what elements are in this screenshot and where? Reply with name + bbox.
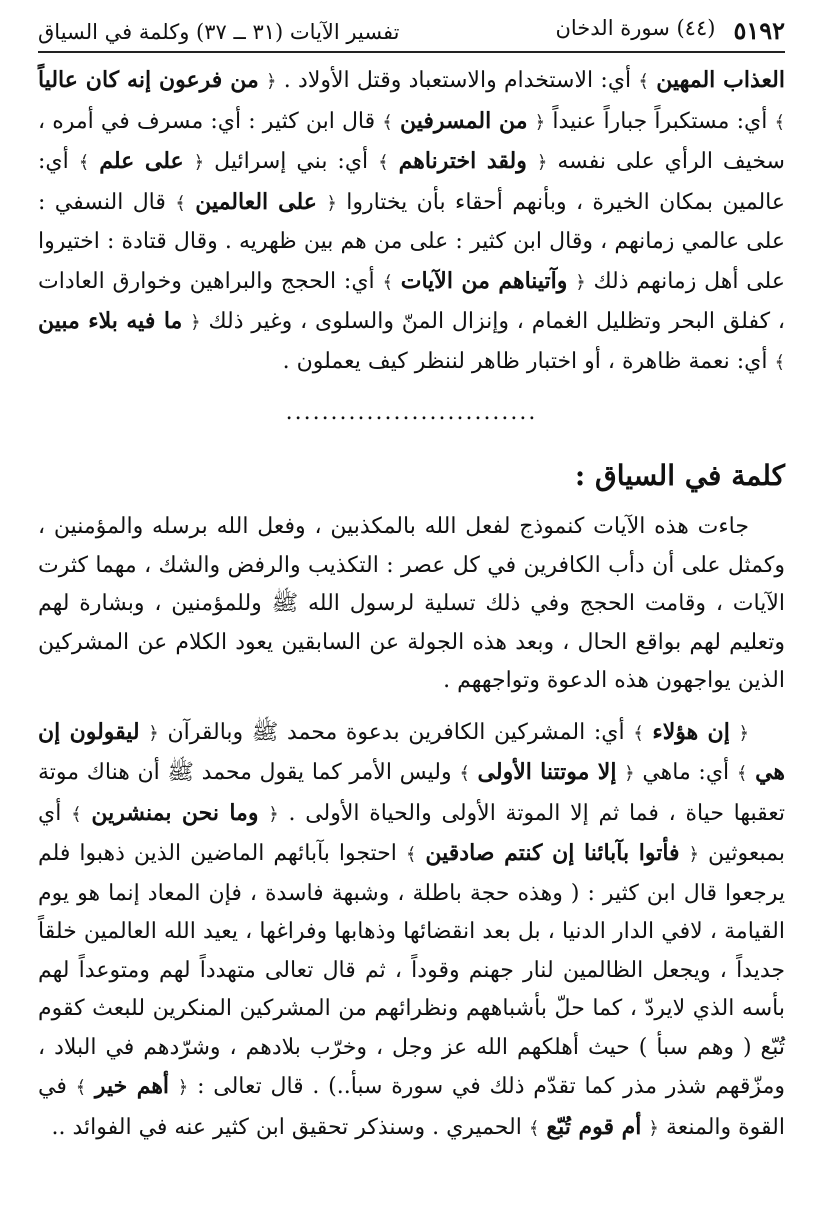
commentary-text: أي: الاستخدام والاستعباد وقتل الأولاد . bbox=[283, 68, 632, 93]
ornament-open: ﴿ bbox=[177, 1077, 189, 1098]
ornament-open: ﴿ bbox=[326, 192, 337, 214]
page-header bbox=[38, 12, 785, 53]
commentary-text: في القوة والمنعة bbox=[38, 1074, 785, 1140]
ornament-close: ﴾ bbox=[378, 152, 389, 173]
quran-phrase: على علم bbox=[99, 148, 184, 174]
quran-phrase: إن هؤلاء bbox=[652, 718, 730, 745]
commentary-text: وليس الأمر كما يقول محمد ﷺ أن هناك موتة تعقبها حياة ، فما ثم إلا الموتة الأولى والحياة الأولى . bbox=[38, 760, 785, 826]
ornament-open: ﴿ bbox=[575, 271, 586, 293]
ornament-close: ﴾ bbox=[405, 844, 417, 865]
commentary-text: أي: الحجج والبراهين وخوارق العادات ، كفلق البحر وتظليل الغمام ، وإنزال المنّ والسلوى ، وغير ذلك bbox=[38, 268, 785, 334]
ornament-close: ﴾ bbox=[638, 71, 649, 92]
quran-phrase: من فرعون إنه كان عالياً bbox=[38, 67, 259, 93]
commentary-text: قال النسفي : على عالمي زمانهم ، وقال ابن كثير : على من هم بين ظهريه . وقال قتادة : اختيروا على أهل زمانهم ذلك bbox=[38, 189, 785, 294]
ornament-close: ﴾ bbox=[71, 803, 82, 825]
commentary-text: أي بمبعوثين bbox=[38, 800, 786, 866]
commentary-text: قال ابن كثير : أي: مسرف في أمره ، سخيف الرأي على نفسه bbox=[38, 108, 785, 174]
ornament-open: ﴿ bbox=[148, 722, 159, 744]
quran-phrase: ليقولون إن هي bbox=[38, 718, 786, 785]
commentary-text: الحميري . وسنذكر تحقيق ابن كثير عنه في الفوائد .. bbox=[51, 1114, 522, 1140]
ornament-close: ﴾ bbox=[175, 192, 186, 214]
ornament-close: ﴾ bbox=[75, 1077, 87, 1098]
surah-title: (٤٤) سورة الدخان bbox=[555, 16, 716, 40]
quran-phrase: ما فيه بلاء مبين bbox=[38, 308, 183, 334]
ornament-close: ﴾ bbox=[774, 111, 785, 133]
ornament-open: ﴿ bbox=[648, 1117, 659, 1139]
commentary-text: احتجوا بآبائهم الماضين الذين ذهبوا فلم يرجعوا قال ابن كثير : ( وهذه حجة باطلة ، وشبهة فاسدة ، فإن المعاد إنما هو يوم القيامة ، لافي الدار الدنيا ، بل بعد انقضائها وذهابها وفراغها ، يعيد الله العالمين خلقاً جديداً ، ويجعل الظالمين لنار جهنم وقوداً ، ثم قال تعالى متهدداً لهم ومتوعداً لهم بأسه الذي لايردّ ، كما حلّ بأشباههم ونظرائهم من المشركين المنكرين للبعث كقوم تُبّع ( وهم سبأ ) حيث أهلكهم الله عز وجل ، وخرّب بلادهم ، وشرّدهم في البلاد ، ومزّقهم شذر مذر كما تقدّم ذلك في سورة سبأ..) . قال تعالى : bbox=[38, 841, 785, 1099]
tafsir-paragraph bbox=[38, 713, 785, 1149]
quran-phrase: فأتوا بآبائنا إن كنتم صادقين bbox=[425, 840, 680, 866]
ornament-close: ﴾ bbox=[528, 1117, 540, 1139]
tafsir-paragraph bbox=[38, 61, 785, 382]
context-paragraph: جاءت هذه الآيات كنموذج لفعل الله بالمكذبين ، وفعل الله برسله والمؤمنين ، وكمثل على أن دأب الكافرين في كل عصر : التكذيب والرفض والشك ، مهما كثرت الآيات ، وقامت الحجج وفي ذلك تسلية لرسول الله ﷺ وللمؤمنين ، وبشارة لهم وتعليم لهم بواقع الحال ، وبعد هذه الجولة عن السابقين يعود الكلام عن المشركين الذين يواجهون هذه الدعوة وتواجههم . bbox=[38, 514, 785, 693]
quran-phrase: وآتيناهم من الآيات bbox=[400, 267, 568, 294]
ornament-close: ﴾ bbox=[459, 763, 470, 784]
commentary-text: أي: ماهي bbox=[642, 760, 730, 785]
ornament-open: ﴿ bbox=[265, 71, 277, 92]
commentary-text: أي: المشركين الكافرين بدعوة محمد ﷺ وبالقرآن bbox=[167, 719, 625, 745]
quran-phrase: إلا موتتنا الأولى bbox=[477, 759, 617, 785]
ornament-open: ﴿ bbox=[688, 844, 700, 865]
ornament-open: ﴿ bbox=[193, 152, 205, 173]
ornament-close: ﴾ bbox=[774, 351, 785, 373]
commentary-text: أي: عالمين بمكان الخيرة ، وبأنهم أحقاء بأن يختاروا bbox=[38, 149, 785, 215]
ornament-open: ﴿ bbox=[624, 763, 635, 784]
section-heading: كلمة في السياق : bbox=[574, 459, 785, 492]
ornament-open: ﴿ bbox=[534, 111, 546, 133]
commentary-text: أي: مستكبراً جباراً عنيداً bbox=[552, 108, 768, 134]
quran-phrase: أهم خير bbox=[94, 1073, 170, 1099]
ornament-close: ﴾ bbox=[382, 111, 393, 133]
ornament-close: ﴾ bbox=[633, 722, 644, 744]
quran-phrase: أم قوم تُبّع bbox=[546, 1113, 642, 1140]
commentary-text: أي: بني إسرائيل bbox=[214, 149, 369, 174]
quran-phrase: العذاب المهين bbox=[656, 67, 785, 93]
dotted-separator: ............................ bbox=[285, 400, 538, 425]
ornament-close: ﴾ bbox=[382, 271, 393, 293]
ornament-open: ﴿ bbox=[536, 152, 548, 173]
page-number: ٥١٩٢ bbox=[733, 16, 785, 45]
commentary-text: أي: نعمة ظاهرة ، أو اختبار ظاهر لننظر كيف يعملون . bbox=[282, 348, 768, 374]
ornament-close: ﴾ bbox=[736, 763, 748, 784]
ornament-open: ﴿ bbox=[190, 312, 201, 333]
quran-phrase: ولقد اخترناهم bbox=[398, 148, 527, 174]
quran-phrase: من المسرفين bbox=[399, 107, 528, 134]
ornament-open: ﴿ bbox=[268, 803, 279, 825]
ornament-close: ﴾ bbox=[78, 152, 90, 173]
header-right bbox=[555, 16, 785, 45]
quran-phrase: على العالمين bbox=[195, 188, 317, 215]
section-title: تفسير الآيات (٣١ ــ ٣٧) وكلمة في السياق bbox=[38, 20, 400, 44]
quran-phrase: وما نحن بمنشرين bbox=[91, 799, 259, 826]
ornament-open: ﴿ bbox=[738, 722, 750, 744]
